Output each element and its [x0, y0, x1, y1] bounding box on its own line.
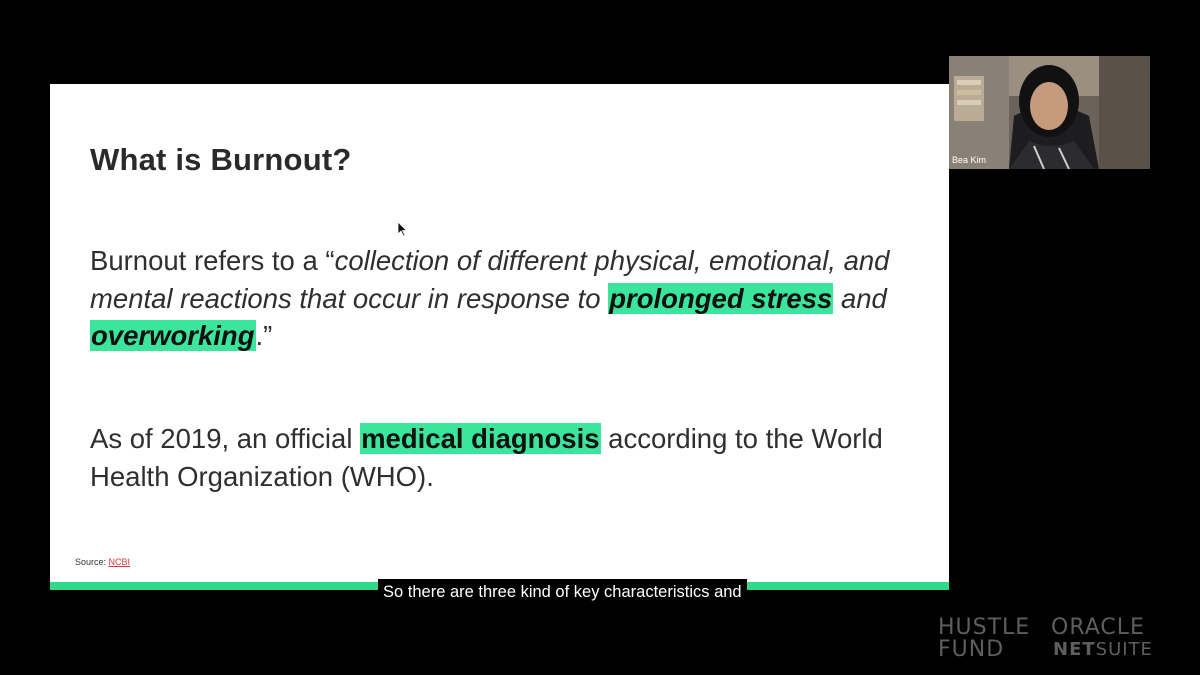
highlight-prolonged-stress: prolonged stress — [609, 282, 833, 314]
netsuite-suite: SUITE — [1095, 639, 1153, 660]
netsuite-logo-text — [1053, 639, 1153, 661]
participant-video-image — [949, 56, 1150, 169]
highlight-medical-diagnosis: medical diagnosis — [361, 423, 600, 454]
definition-lead: Burnout refers to a “ — [90, 245, 335, 276]
oracle-logo-text: ORACLE — [1051, 615, 1145, 640]
slide-title: What is Burnout? — [90, 142, 352, 177]
participant-video-tile[interactable] — [949, 56, 1150, 169]
oracle-netsuite-logo — [1051, 617, 1153, 661]
hustle-fund-logo — [938, 617, 1030, 661]
definition-quote: collection of different physical, emotional, and mental reactions that occur in response to — [90, 245, 890, 314]
diagnosis-paragraph — [90, 420, 930, 495]
diagnosis-tail: according to the World Health Organization (WHO). — [90, 423, 883, 492]
source-note — [75, 557, 130, 567]
definition-and: and — [833, 282, 887, 314]
source-label: Source: — [75, 557, 109, 567]
highlight-overworking: overworking — [91, 320, 255, 351]
participant-name: Bea Kim — [952, 155, 987, 165]
diagnosis-lead: As of 2019, an official — [90, 423, 361, 454]
mouse-pointer-icon — [397, 221, 409, 237]
source-link[interactable]: NCBI — [108, 557, 131, 567]
netsuite-net: NET — [1053, 639, 1096, 660]
presentation-slide — [50, 84, 949, 590]
definition-close: .” — [255, 320, 273, 351]
live-caption: So there are three kind of key characteristics and — [378, 579, 747, 606]
hustle-logo-line1: HUSTLE — [938, 615, 1031, 640]
definition-paragraph — [90, 242, 930, 355]
hustle-logo-line2: FUND — [938, 637, 1005, 662]
